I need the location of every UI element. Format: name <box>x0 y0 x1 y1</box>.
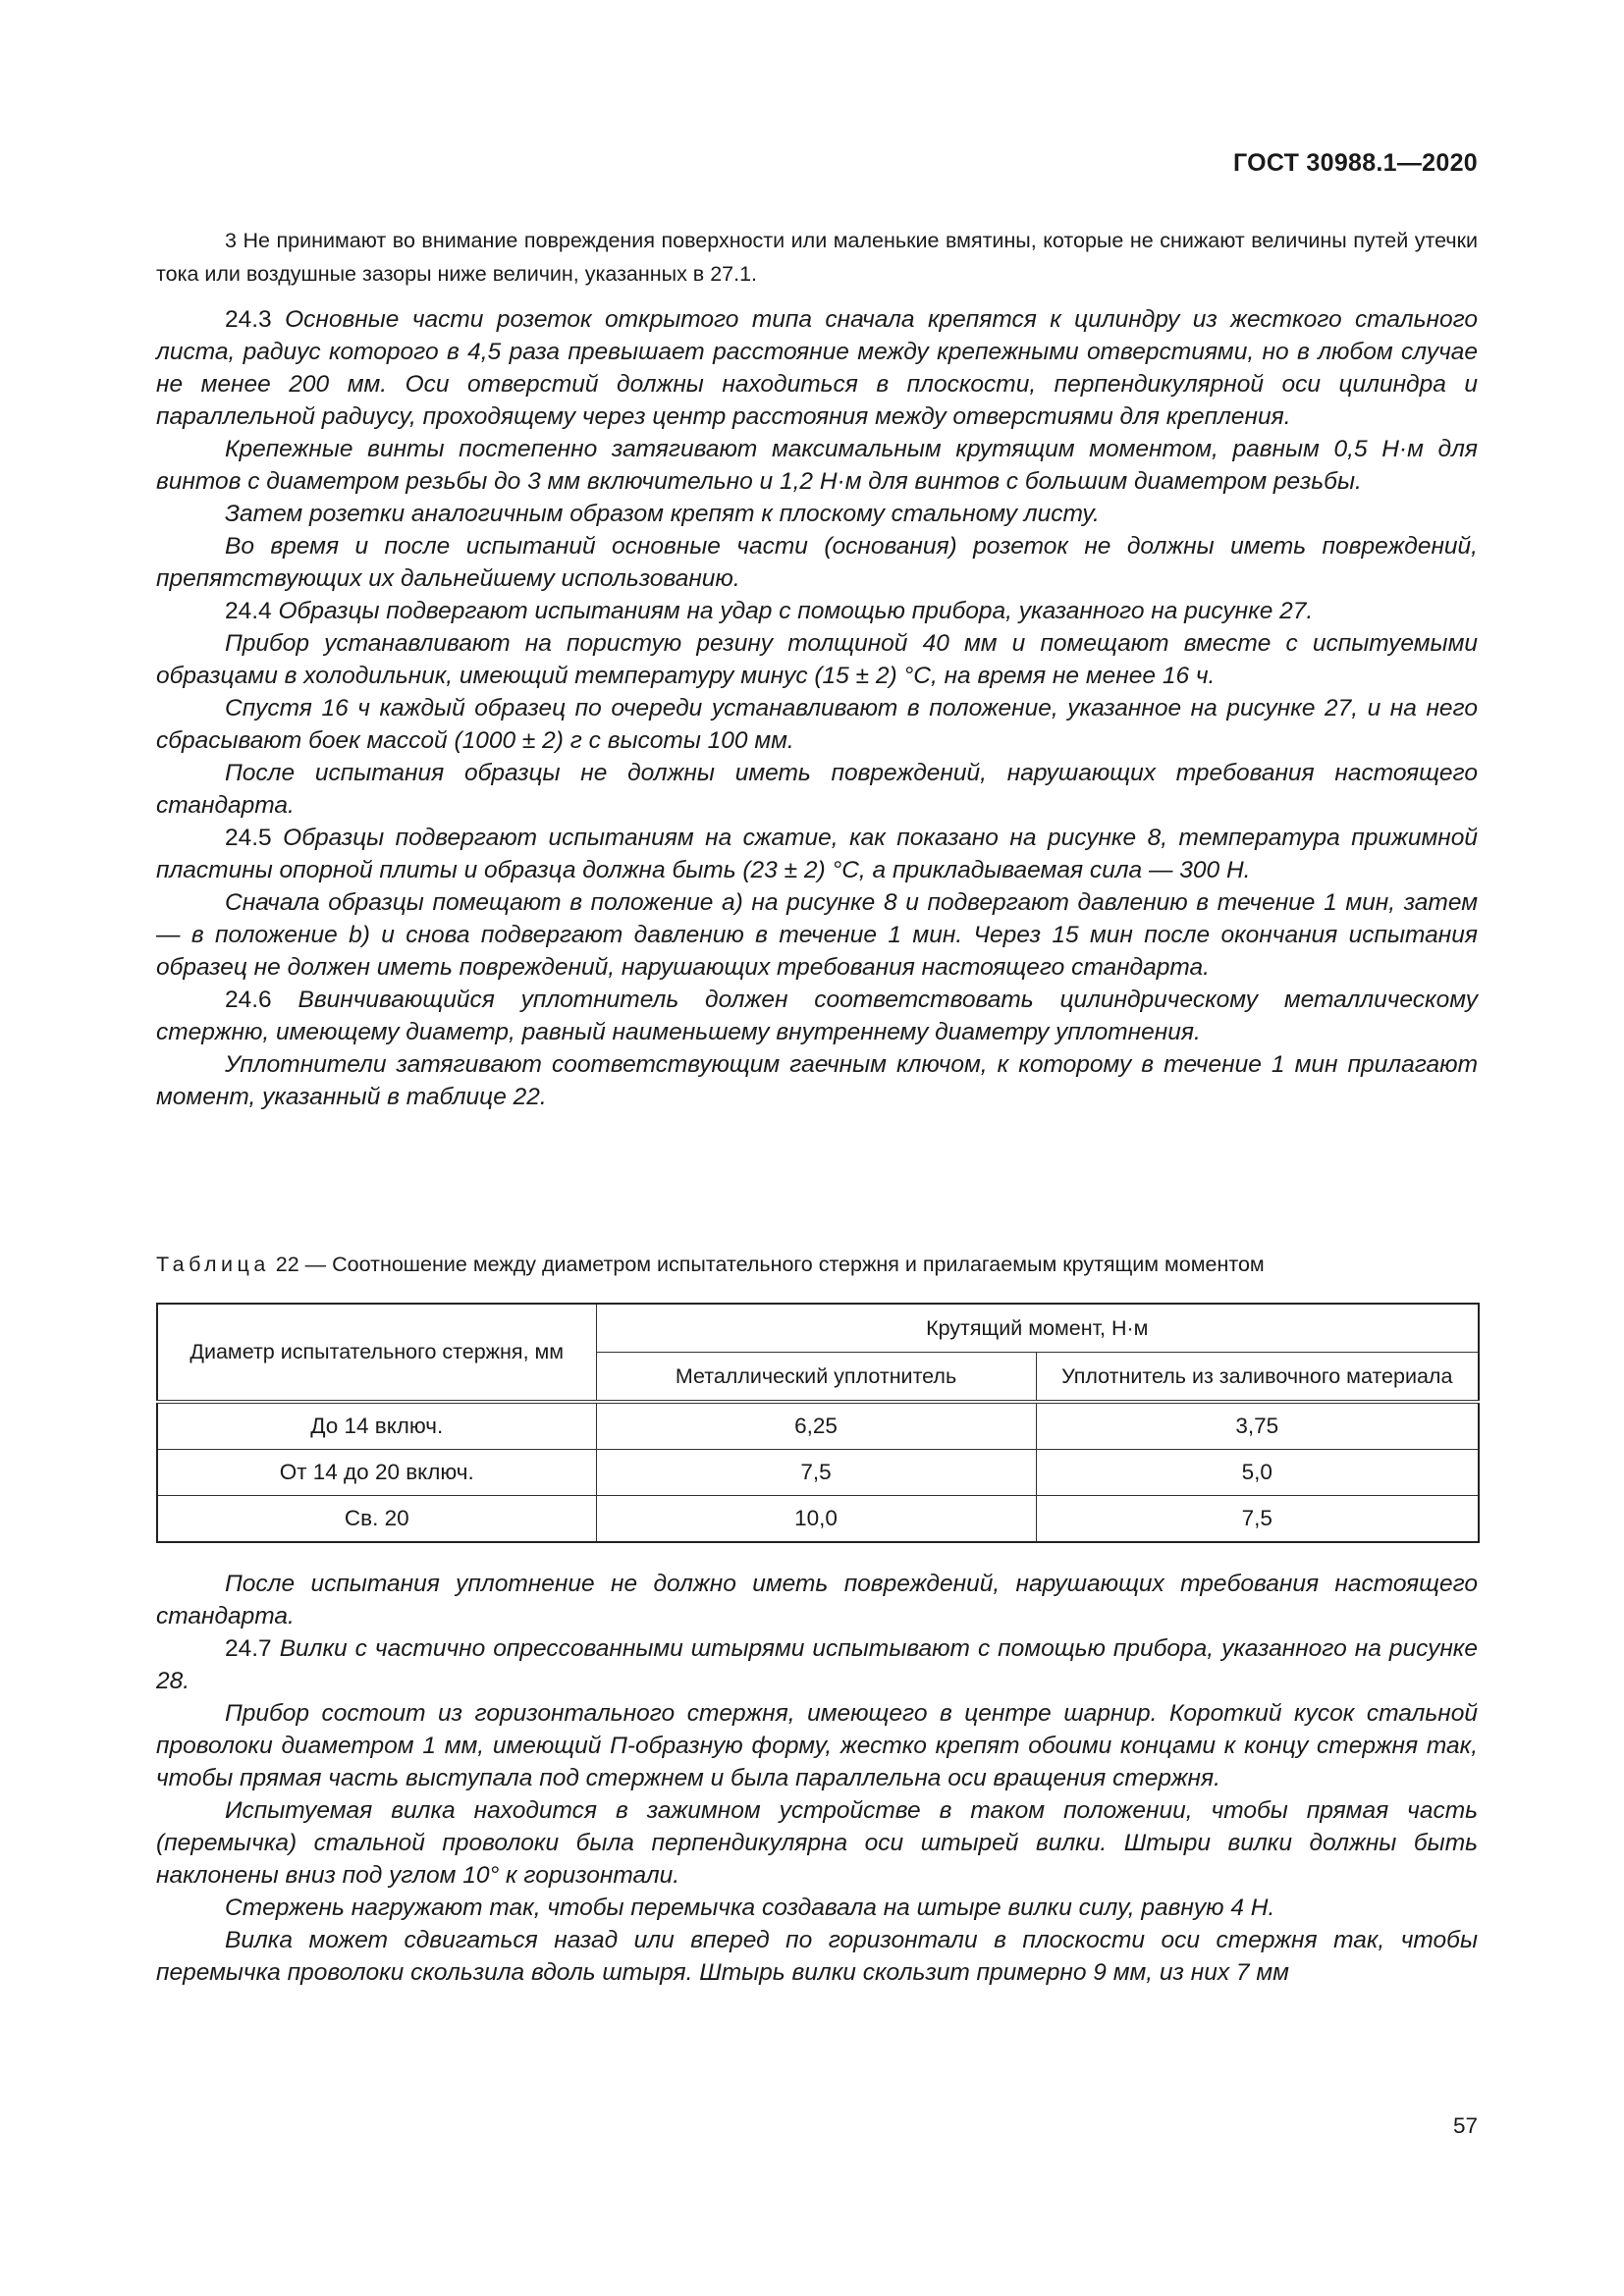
paragraph: Уплотнители затягивают соответствующим гаечным ключом, к которому в течение 1 мин прилагают момент, указанный в таблице 22. <box>156 1051 1478 1110</box>
torque-table <box>156 1303 1480 1543</box>
cell-diameter: От 14 до 20 включ. <box>157 1450 596 1496</box>
paragraph: Вилка может сдвигаться назад или вперед по горизонтали в плоскости оси стержня так, чтобы перемычка проволоки скользила вдоль штыря. Штырь вилки скользит примерно 9 мм, из них 7 мм <box>156 1927 1478 1986</box>
table-row <box>157 1496 1479 1543</box>
clause-number: 24.7 <box>225 1635 272 1662</box>
paragraph: После испытания образцы не должны иметь повреждений, нарушающих требования настоящего стандарта. <box>156 760 1478 819</box>
paragraph-24-5 <box>156 822 1478 886</box>
cell-metal: 10,0 <box>596 1496 1036 1543</box>
paragraph-24-7 <box>156 1632 1478 1697</box>
paragraph: Прибор состоит из горизонтального стержня, имеющего в центре шарнир. Короткий кусок стальной проволоки диаметром 1 мм, имеющий П-образную форму, жестко крепят обоими концами к концу стержня так, чтобы прямая часть выступала под стержнем и была параллельна оси вращения стержня. <box>156 1700 1478 1791</box>
paragraph: Испытуемая вилка находится в зажимном устройстве в таком положении, чтобы прямая часть (перемычка) стальной проволоки была перпендикулярна оси штырей вилки. Штыри вилки должны быть наклонены вниз под углом 10° к горизонтали. <box>156 1797 1478 1889</box>
clause-text: Образцы подвергают испытаниям на удар с помощью прибора, указанного на рисунке 27. <box>278 598 1314 624</box>
cell-metal: 6,25 <box>596 1402 1036 1450</box>
table-row <box>157 1402 1479 1450</box>
sections-after-table <box>156 1568 1478 1989</box>
table-22 <box>156 1303 1478 1543</box>
header-torque: Крутящий момент, Н·м <box>596 1304 1479 1353</box>
clause-number: 24.3 <box>225 306 272 333</box>
paragraph-24-3 <box>156 303 1478 433</box>
clause-number: 24.4 <box>225 598 272 624</box>
note-text: 3 Не принимают во внимание повреждения поверхности или маленькие вмятины, которые не снижают величины путей утечки тока или воздушные зазоры ниже величин, указанных в 27.1. <box>156 229 1478 286</box>
header-diameter: Диаметр испытательного стержня, мм <box>157 1304 596 1402</box>
header-compound-seal: Уплотнитель из заливочного материала <box>1036 1353 1479 1403</box>
paragraph-24-4 <box>156 595 1478 627</box>
note-3 <box>156 224 1478 291</box>
cell-diameter: До 14 включ. <box>157 1402 596 1450</box>
cell-diameter: Св. 20 <box>157 1496 596 1543</box>
paragraph-24-6 <box>156 984 1478 1048</box>
clause-text: Образцы подвергают испытаниям на сжатие, как показано на рисунке 8, температура прижимной пластины опорной плиты и образца должна быть (23 ± 2) °C, а прикладываемая сила — 300 Н. <box>156 825 1478 883</box>
header-metal-seal: Металлический уплотнитель <box>596 1353 1036 1403</box>
paragraph: Во время и после испытаний основные части (основания) розеток не должны иметь повреждений, препятствующих их дальнейшему использованию. <box>156 533 1478 592</box>
paragraph: Затем розетки аналогичным образом крепят к плоскому стальному листу. <box>225 501 1100 527</box>
table-caption-text: 22 — Соотношение между диаметром испытательного стержня и прилагаемым крутящим моментом <box>275 1253 1265 1276</box>
clause-number: 24.5 <box>225 825 272 851</box>
clause-text: Вилки с частично опрессованными штырями испытывают с помощью прибора, указанного на рисунке 28. <box>156 1635 1478 1694</box>
table-caption-word: Таблица <box>156 1253 270 1276</box>
cell-compound: 3,75 <box>1036 1402 1479 1450</box>
paragraph: Спустя 16 ч каждый образец по очереди устанавливают в положение, указанное на рисунке 27, и на него сбрасывают боек массой (1000 ± 2) г с высоты 100 мм. <box>156 695 1478 754</box>
clause-text: Ввинчивающийся уплотнитель должен соответствовать цилиндрическому металлическому стержню, имеющему диаметр, равный наименьшему внутреннему диаметру уплотнения. <box>156 987 1478 1045</box>
sections-24-3-to-24-6 <box>156 303 1478 1113</box>
cell-metal: 7,5 <box>596 1450 1036 1496</box>
clause-text: Основные части розеток открытого типа сначала крепятся к цилиндру из жесткого стального листа, радиус которого в 4,5 раза превышает расстояние между крепежными отверстиями, но в любом случае не менее 200 мм. Оси отверстий должны находиться в плоскости, перпендикулярной оси цилиндра и параллельной радиусу, проходящему через центр расстояния между отверстиями для крепления. <box>156 306 1478 430</box>
table-row <box>157 1450 1479 1496</box>
page-number: 57 <box>1452 2113 1478 2138</box>
table-caption <box>156 1250 1478 1279</box>
paragraph: Крепежные винты постепенно затягивают максимальным крутящим моментом, равным 0,5 Н·м для винтов с диаметром резьбы до 3 мм включительно и 1,2 Н·м для винтов с большим диаметром резьбы. <box>156 436 1478 495</box>
cell-compound: 7,5 <box>1036 1496 1479 1543</box>
document-id-header: ГОСТ 30988.1—2020 <box>1232 149 1478 177</box>
paragraph: После испытания уплотнение не должно иметь повреждений, нарушающих требования настоящего стандарта. <box>156 1571 1478 1629</box>
paragraph: Стержень нагружают так, чтобы перемычка создавала на штыре вилки силу, равную 4 Н. <box>225 1895 1275 1921</box>
paragraph: Прибор устанавливают на пористую резину толщиной 40 мм и помещают вместе с испытуемыми образцами в холодильник, имеющий температуру минус (15 ± 2) °C, на время не менее 16 ч. <box>156 630 1478 689</box>
clause-number: 24.6 <box>225 987 272 1013</box>
cell-compound: 5,0 <box>1036 1450 1479 1496</box>
paragraph: Сначала образцы помещают в положение a) на рисунке 8 и подвергают давлению в течение 1 мин, затем — в положение b) и снова подвергают давлению в течение 1 мин. Через 15 мин после окончания испытания образец не должен иметь повреждений, нарушающих требования настоящего стандарта. <box>156 889 1478 981</box>
